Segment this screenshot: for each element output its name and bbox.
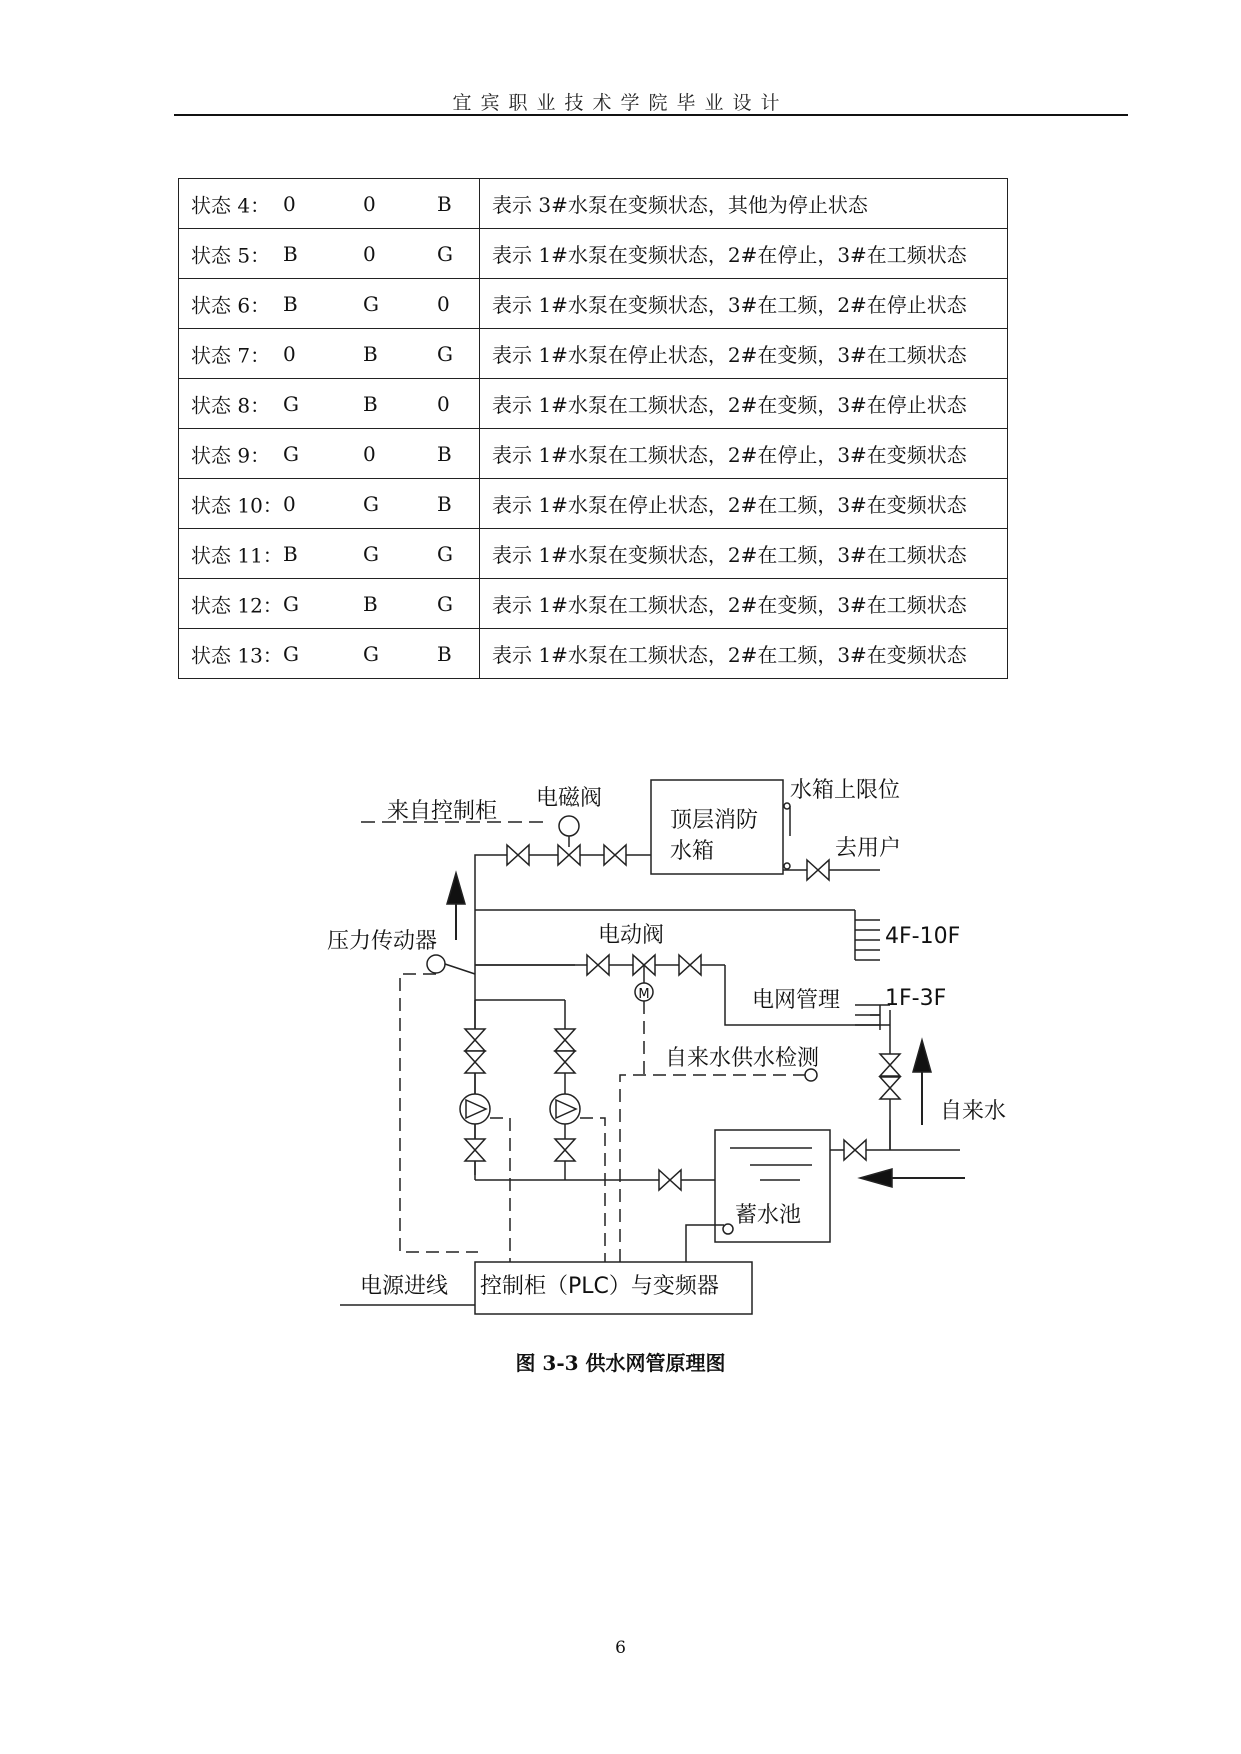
pump-1-icon	[460, 1094, 490, 1124]
pressure-sensor-icon	[427, 955, 445, 973]
state-label: 状态 13：	[191, 643, 283, 667]
flow-arrow-up-icon	[913, 1040, 931, 1125]
state-description: 表示 1#水泵在工频状态，2#在工频，3#在变频状态	[480, 629, 1008, 679]
state-description: 表示 1#水泵在工频状态，2#在变频，3#在工频状态	[480, 579, 1008, 629]
state-label: 状态 7：	[191, 343, 271, 367]
pump-3-mode: B	[437, 491, 452, 516]
pump-2-mode: G	[363, 641, 379, 666]
pump-3-mode: G	[437, 341, 453, 366]
valve-icon	[465, 1139, 485, 1161]
pump-2-mode: B	[363, 341, 378, 366]
limit-switch-icon	[784, 803, 790, 809]
low-floor-lines	[855, 1005, 880, 1025]
label-power-in: 电源进线	[360, 1274, 449, 1299]
pump-3-mode: G	[437, 591, 453, 616]
state-label: 状态 9：	[191, 443, 271, 467]
pump-3-mode: B	[437, 641, 452, 666]
pump-2-mode: 0	[363, 191, 376, 216]
state-description: 表示 1#水泵在停止状态，2#在变频，3#在工频状态	[480, 329, 1008, 379]
state-description: 表示 3#水泵在变频状态，其他为停止状态	[480, 179, 1008, 229]
pump-2-mode: 0	[363, 241, 376, 266]
check-valve-icon	[555, 1051, 575, 1073]
state-label: 状态 8：	[191, 393, 271, 417]
valve-icon	[555, 1029, 575, 1051]
label-pressure-sensor: 压力传动器	[327, 929, 438, 954]
label-top-tank-2: 水箱	[670, 839, 715, 864]
state-label: 状态 4：	[191, 193, 271, 217]
page-header: 宜宾职业技术学院毕业设计	[452, 92, 789, 114]
label-floors-low: 1F-3F	[885, 986, 947, 1011]
pump-2-mode: G	[363, 291, 379, 316]
state-description: 表示 1#水泵在变频状态，2#在停止，3#在工频状态	[480, 229, 1008, 279]
pump-1-mode: 0	[283, 191, 296, 216]
valve-icon	[555, 1139, 575, 1161]
pump-1-mode: G	[283, 441, 299, 466]
state-label: 状态 12：	[191, 593, 283, 617]
label-reservoir: 蓄水池	[735, 1203, 802, 1228]
pump-1-mode: B	[283, 291, 298, 316]
pump-3-mode: 0	[437, 391, 450, 416]
state-description: 表示 1#水泵在工频状态，2#在变频，3#在停止状态	[480, 379, 1008, 429]
label-motor-valve: 电动阀	[598, 923, 665, 948]
page-number: 6	[615, 1638, 626, 1658]
valve-icon	[587, 955, 609, 975]
pump-3-mode: B	[437, 191, 452, 216]
state-label: 状态 6：	[191, 293, 271, 317]
pump-1-mode: G	[283, 641, 299, 666]
pump-2-icon	[550, 1094, 580, 1124]
pump-group	[475, 1000, 715, 1180]
valve-icon	[659, 1170, 681, 1190]
label-from-cabinet: 来自控制柜	[387, 799, 498, 824]
pump-2-mode: B	[363, 391, 378, 416]
pump-3-mode: G	[437, 541, 453, 566]
pump-1-mode: G	[283, 391, 299, 416]
pump-1-mode: 0	[283, 491, 296, 516]
pump-1-mode: B	[283, 241, 298, 266]
label-to-users: 去用户	[835, 836, 902, 861]
state-description: 表示 1#水泵在停止状态，2#在工频，3#在变频状态	[480, 479, 1008, 529]
valve-icon	[604, 845, 626, 865]
pump-1-mode: G	[283, 591, 299, 616]
pump-1-mode: 0	[283, 341, 296, 366]
label-tank-upper-limit: 水箱上限位	[790, 778, 901, 803]
valve-icon	[465, 1029, 485, 1051]
solenoid-coil-icon	[559, 816, 579, 836]
label-top-tank-1: 顶层消防	[670, 808, 759, 833]
check-valve-icon	[880, 1077, 900, 1099]
label-floors-high: 4F-10F	[885, 924, 961, 949]
valve-icon	[507, 845, 529, 865]
state-description: 表示 1#水泵在工频状态，2#在停止，3#在变频状态	[480, 429, 1008, 479]
valve-icon	[807, 860, 829, 880]
state-label: 状态 11：	[191, 543, 283, 567]
valve-icon	[844, 1140, 866, 1160]
pump-3-mode: 0	[437, 291, 450, 316]
valve-icon	[880, 1054, 900, 1076]
level-sensor-icon	[723, 1224, 733, 1234]
label-cabinet: 控制柜（PLC）与变频器	[480, 1274, 719, 1299]
flow-arrow-left-icon	[860, 1169, 965, 1187]
valve-icon	[679, 955, 701, 975]
state-label: 状态 10：	[191, 493, 283, 517]
pump-2-mode: B	[363, 591, 378, 616]
state-description: 表示 1#水泵在变频状态，2#在工频，3#在工频状态	[480, 529, 1008, 579]
pump-3-mode: B	[437, 441, 452, 466]
motor-mark: M	[638, 987, 650, 1002]
flow-arrow-up-icon	[447, 873, 465, 940]
pump-3-mode: G	[437, 241, 453, 266]
solenoid-valve-icon	[558, 845, 580, 865]
level-sensor-icon	[784, 863, 790, 869]
check-valve-icon	[465, 1051, 485, 1073]
label-grid-pipe: 电网管理	[752, 988, 841, 1013]
label-solenoid-valve: 电磁阀	[536, 786, 603, 811]
pump-1-mode: B	[283, 541, 298, 566]
state-description: 表示 1#水泵在变频状态，3#在工频，2#在停止状态	[480, 279, 1008, 329]
label-tap-detect: 自来水供水检测	[665, 1046, 820, 1071]
label-tap-water: 自来水	[940, 1099, 1007, 1124]
pump-2-mode: G	[363, 541, 379, 566]
state-label: 状态 5：	[191, 243, 271, 267]
pump-2-mode: 0	[363, 441, 376, 466]
pump-2-mode: G	[363, 491, 379, 516]
figure-caption: 图 3-3 供水网管原理图	[515, 1351, 726, 1375]
